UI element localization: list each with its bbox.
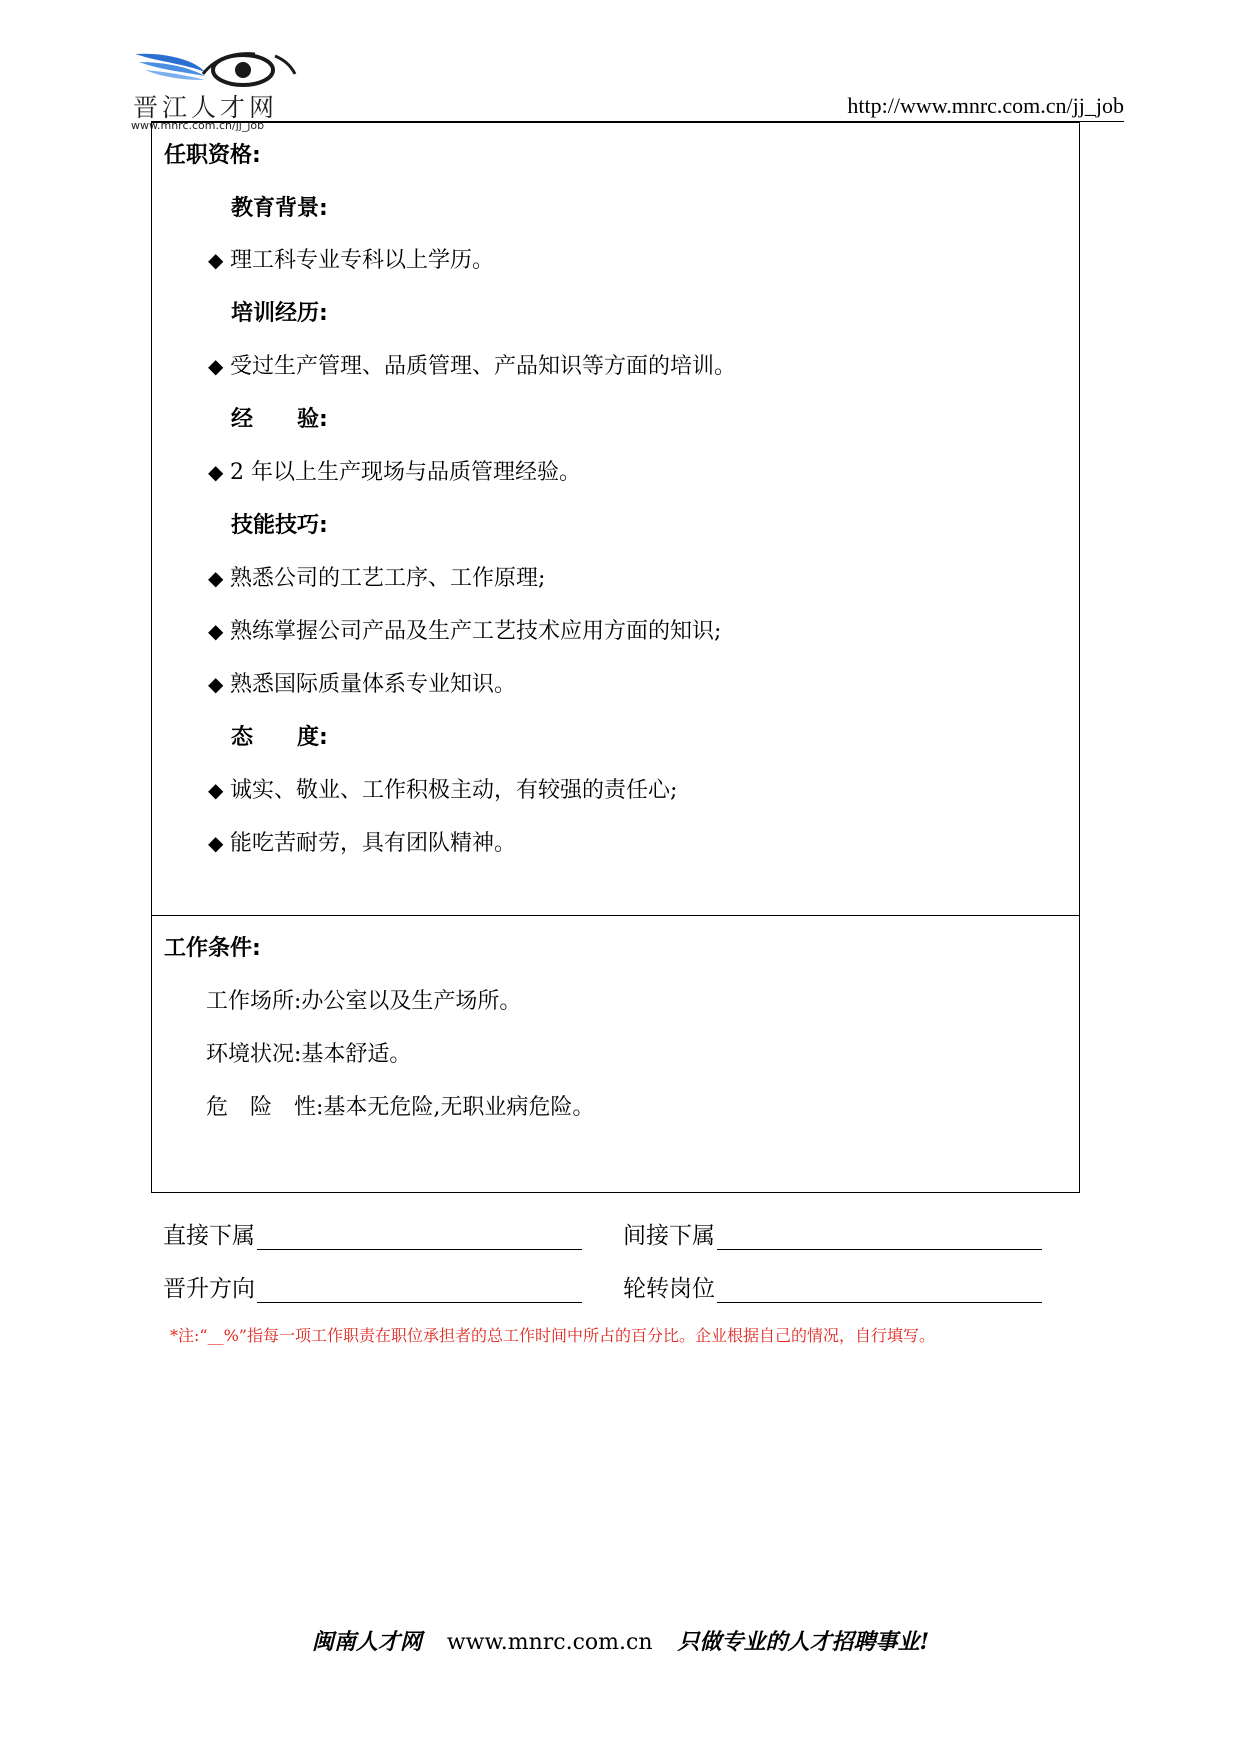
bullet-diamond-icon: ◆	[208, 460, 224, 484]
list-item: ◆ 熟练掌握公司产品及生产工艺技术应用方面的知识;	[208, 619, 722, 644]
bullet-diamond-icon: ◆	[208, 831, 224, 855]
footnote: *注:“__%”指每一项工作职责在职位承担者的总工作时间中所占的百分比。企业根据自己的情况，自行填写。	[170, 1326, 935, 1345]
logo-url: www.mnrc.com.cn/jj_job	[131, 119, 265, 132]
bullet-diamond-icon: ◆	[208, 566, 224, 590]
experience-label: 经 验:	[231, 407, 328, 432]
training-label: 培训经历:	[231, 301, 328, 326]
footer-url[interactable]: www.mnrc.com.cn	[446, 1630, 653, 1655]
promotion-field[interactable]: 晋升方向	[163, 1270, 582, 1303]
attitude-label: 态 度:	[231, 725, 328, 750]
condition-hazard: 危 险 性:基本无危险,无职业病危险。	[206, 1095, 595, 1120]
conditions-section	[151, 915, 1080, 1193]
qualifications-section	[151, 122, 1080, 916]
qualifications-title: 任职资格:	[164, 143, 261, 168]
list-item: ◆ 受过生产管理、品质管理、产品知识等方面的培训。	[208, 354, 737, 379]
bullet-diamond-icon: ◆	[208, 778, 224, 802]
rotation-field[interactable]: 轮转岗位	[623, 1270, 1042, 1303]
bullet-diamond-icon: ◆	[208, 672, 224, 696]
indirect-subordinate-field[interactable]: 间接下属	[623, 1217, 1042, 1250]
list-item: ◆ 能吃苦耐劳，具有团队精神。	[208, 831, 517, 856]
header-url-link[interactable]: http://www.mnrc.com.cn/jj_job	[847, 93, 1124, 118]
list-item: ◆ 熟悉公司的工艺工序、工作原理;	[208, 566, 546, 591]
list-item: ◆ 诚实、敬业、工作积极主动，有较强的责任心;	[208, 778, 678, 803]
list-item: ◆ 2 年以上生产现场与品质管理经验。	[208, 460, 581, 485]
direct-subordinate-field[interactable]: 直接下属	[163, 1217, 582, 1250]
skills-label: 技能技巧:	[231, 513, 328, 538]
site-logo	[125, 50, 385, 132]
logo-text: 晋江人才网	[133, 93, 279, 122]
condition-environment: 环境状况:基本舒适。	[206, 1042, 412, 1067]
page-footer	[0, 1625, 1241, 1656]
education-label: 教育背景:	[231, 196, 328, 221]
bullet-diamond-icon: ◆	[208, 619, 224, 643]
bullet-diamond-icon: ◆	[208, 354, 224, 378]
list-item: ◆ 熟悉国际质量体系专业知识。	[208, 672, 517, 697]
bullet-diamond-icon: ◆	[208, 248, 224, 272]
list-item: ◆ 理工科专业专科以上学历。	[208, 248, 495, 273]
footer-slogan: 只做专业的人才招聘事业!	[677, 1629, 930, 1655]
footer-site-name: 闽南人才网	[311, 1629, 422, 1655]
conditions-title: 工作条件:	[164, 936, 261, 961]
condition-workplace: 工作场所:办公室以及生产场所。	[206, 989, 522, 1014]
